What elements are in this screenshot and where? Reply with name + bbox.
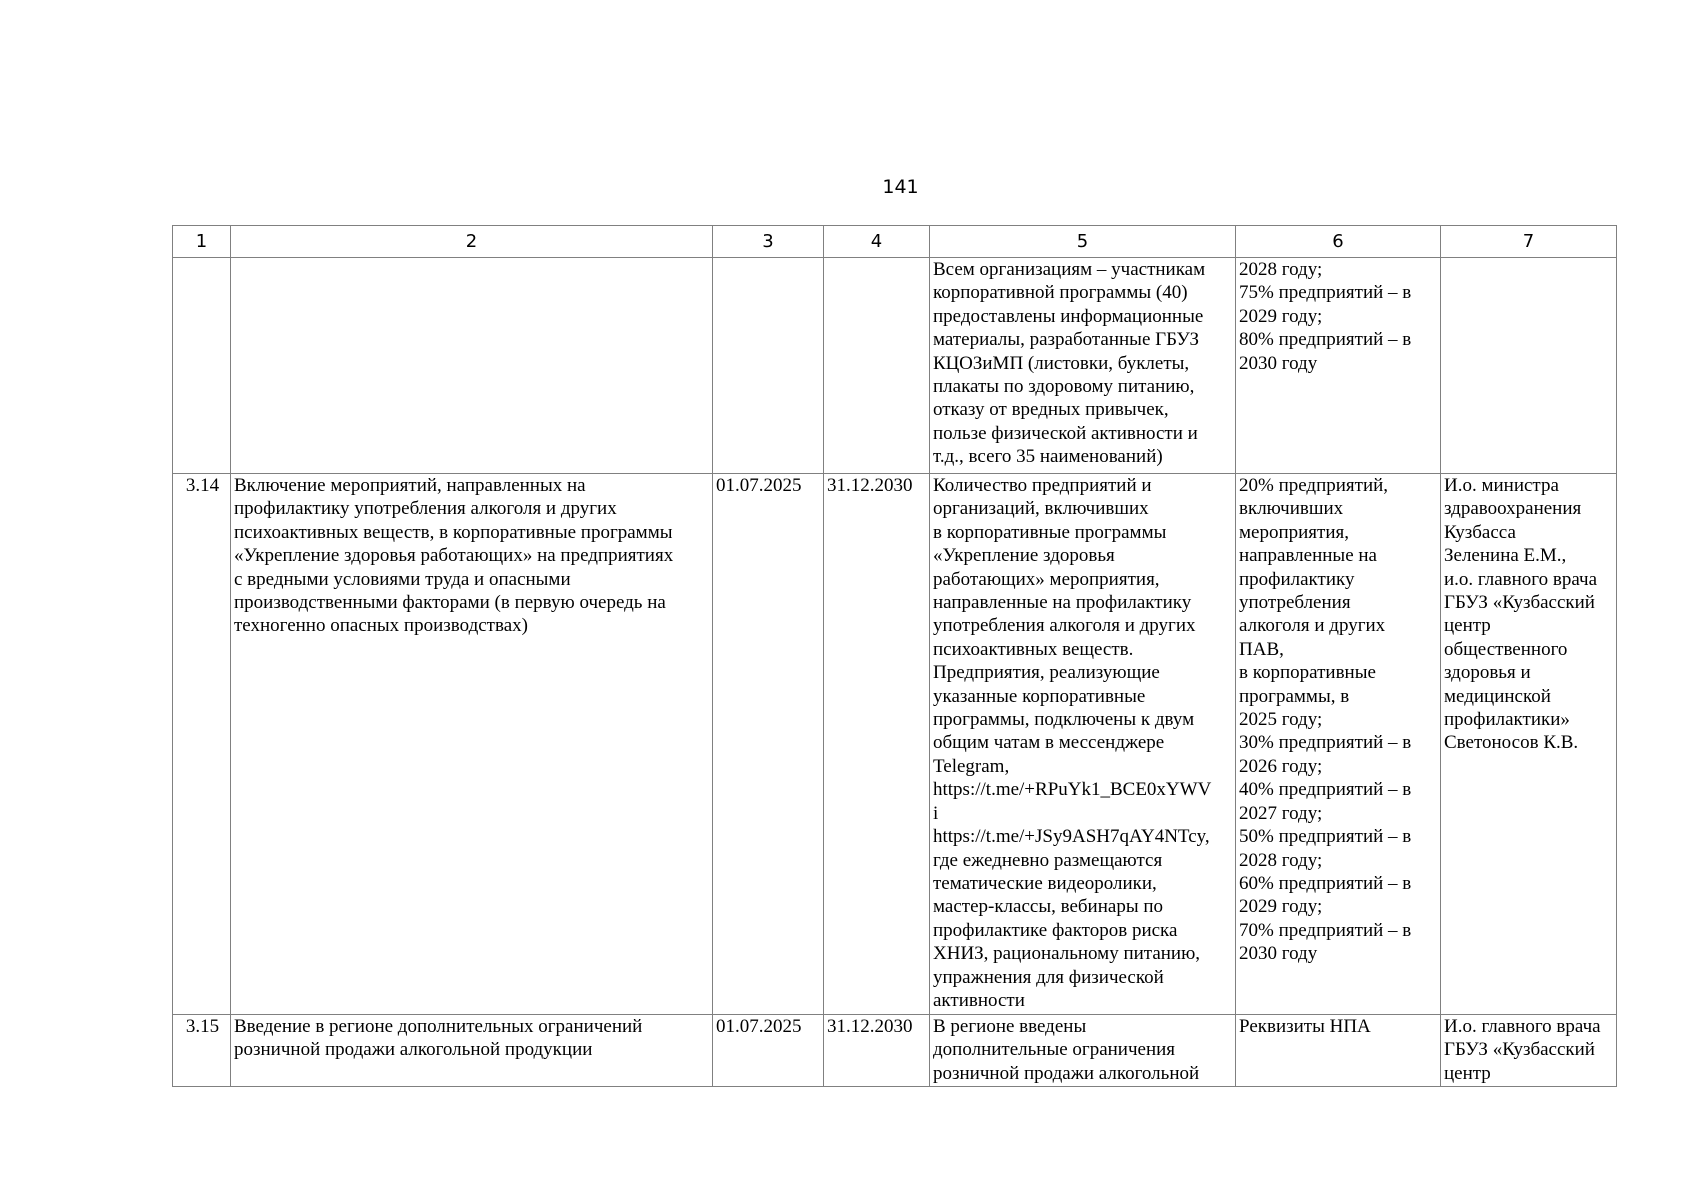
page-number: 141 [882, 176, 919, 198]
start-date-cell: 01.07.2025 [713, 474, 824, 1015]
activity-name-cell [231, 474, 713, 1015]
text-line: профилактике факторов риска [933, 919, 1178, 941]
responsible-cell [1441, 1015, 1617, 1087]
end-date-cell: 31.12.2030 [824, 1015, 930, 1087]
text-line: Количество предприятий и [933, 475, 1152, 496]
text-line: Реквизиты НПА [1239, 1016, 1371, 1037]
text-line: дополнительные ограничения [933, 1039, 1176, 1061]
text-line: КЦОЗиМП (листовки, буклеты, [933, 352, 1190, 374]
text-line: https://t.me/+RPuYk1_BCE0xYWV [933, 779, 1212, 801]
text-line: профилактику [1239, 568, 1355, 590]
text-line: в корпоративные программы [933, 521, 1167, 543]
text-line: 60% предприятий – в [1239, 872, 1412, 894]
text-line: 2028 году; [1239, 849, 1323, 871]
activity-name-cell [231, 258, 713, 474]
table-row [173, 258, 1617, 474]
text-line: общим чатам в мессенджере [933, 732, 1165, 754]
column-header: 5 [930, 226, 1236, 258]
text-line: 20% предприятий, [1239, 475, 1389, 496]
text-line: производственными факторами (в первую очередь на [234, 592, 666, 614]
column-header: 7 [1441, 226, 1617, 258]
text-line: психоактивных веществ, в корпоративные программы [234, 521, 673, 543]
text-line: тематические видеоролики, [933, 872, 1157, 894]
text-line: в корпоративные [1239, 662, 1376, 684]
indicator-cell [1236, 1015, 1441, 1087]
text-line: отказу от вредных привычек, [933, 399, 1169, 421]
text-line: здоровья и [1444, 662, 1531, 684]
text-line: алкоголя и других [1239, 615, 1386, 637]
text-line: 2028 году; [1239, 259, 1323, 280]
text-line: https://t.me/+JSy9ASH7qAY4NTcy, [933, 826, 1210, 848]
text-line: корпоративной программы (40) [933, 282, 1188, 304]
text-line: И.о. главного врача [1444, 1016, 1601, 1037]
text-line: работающих» мероприятия, [933, 568, 1160, 590]
activity-name-cell [231, 1015, 713, 1087]
responsible-cell [1441, 258, 1617, 474]
text-line: медицинской [1444, 685, 1551, 707]
result-cell [930, 1015, 1236, 1087]
start-date-cell: 01.07.2025 [713, 1015, 824, 1087]
text-line: т.д., всего 35 наименований) [933, 446, 1163, 468]
text-line: плакаты по здоровому питанию, [933, 376, 1195, 398]
item-number-cell [173, 258, 231, 474]
result-cell [930, 258, 1236, 474]
start-date-cell [713, 258, 824, 474]
text-line: общественного [1444, 638, 1568, 660]
text-line: употребления алкоголя и других [933, 615, 1196, 637]
column-header: 6 [1236, 226, 1441, 258]
text-line: пользе физической активности и [933, 422, 1198, 444]
text-line: организаций, включивших [933, 498, 1149, 520]
text-line: 2026 году; [1239, 755, 1323, 777]
text-line: программы, в [1239, 685, 1350, 707]
text-line: с вредными условиями труда и опасными [234, 568, 571, 590]
text-line: 70% предприятий – в [1239, 919, 1412, 941]
text-line: ГБУЗ «Кузбасский [1444, 592, 1595, 614]
text-line: 2030 году [1239, 352, 1318, 374]
text-line: направленные на [1239, 545, 1377, 567]
text-line: 80% предприятий – в [1239, 329, 1412, 351]
text-line: центр [1444, 1062, 1491, 1084]
text-line: здравоохранения [1444, 498, 1582, 520]
text-line: «Укрепление здоровья [933, 545, 1115, 567]
plan-table [172, 225, 1617, 1087]
text-line: предоставлены информационные [933, 305, 1204, 327]
text-line: Введение в регионе дополнительных ограничений [234, 1016, 643, 1037]
text-line: психоактивных веществ. [933, 638, 1134, 660]
item-number-cell: 3.14 [173, 474, 231, 1015]
text-line: ПАВ, [1239, 638, 1284, 660]
text-line: «Укрепление здоровья работающих» на предприятиях [234, 545, 674, 567]
text-line: И.о. министра [1444, 475, 1559, 496]
responsible-cell [1441, 474, 1617, 1015]
text-line: и.о. главного врача [1444, 568, 1598, 590]
text-line: профилактики» [1444, 709, 1570, 731]
text-line: Включение мероприятий, направленных на [234, 475, 586, 496]
text-line: Telegram, [933, 755, 1010, 777]
text-line: Зеленина Е.М., [1444, 545, 1567, 567]
text-line: где ежедневно размещаются [933, 849, 1163, 871]
text-line: ГБУЗ «Кузбасский [1444, 1039, 1595, 1061]
indicator-cell [1236, 258, 1441, 474]
text-line: активности [933, 989, 1025, 1011]
text-line: техногенно опасных производствах) [234, 615, 528, 637]
text-line: розничной продажи алкогольной продукции [234, 1039, 593, 1061]
text-line: упражнения для физической [933, 966, 1164, 988]
text-line: мероприятия, [1239, 521, 1349, 543]
text-line: 2025 году; [1239, 709, 1323, 731]
text-line: Кузбасса [1444, 521, 1516, 543]
header-row [173, 226, 1617, 258]
text-line: материалы, разработанные ГБУЗ [933, 329, 1200, 351]
end-date-cell: 31.12.2030 [824, 474, 930, 1015]
text-line: 2027 году; [1239, 802, 1323, 824]
column-header: 1 [173, 226, 231, 258]
text-line: 2030 году [1239, 943, 1318, 965]
text-line: 2029 году; [1239, 896, 1323, 918]
table-row [173, 474, 1617, 1015]
text-line: центр [1444, 615, 1491, 637]
indicator-cell [1236, 474, 1441, 1015]
text-line: Светоносов К.В. [1444, 732, 1579, 754]
text-line: включивших [1239, 498, 1344, 520]
text-line: В регионе введены [933, 1016, 1087, 1037]
text-line: 40% предприятий – в [1239, 779, 1412, 801]
text-line: 50% предприятий – в [1239, 826, 1412, 848]
text-line: Предприятия, реализующие [933, 662, 1160, 684]
item-number-cell: 3.15 [173, 1015, 231, 1087]
column-header: 2 [231, 226, 713, 258]
text-line: 75% предприятий – в [1239, 282, 1412, 304]
text-line: указанные корпоративные [933, 685, 1146, 707]
text-line: употребления [1239, 592, 1351, 614]
column-header: 4 [824, 226, 930, 258]
text-line: розничной продажи алкогольной [933, 1062, 1200, 1084]
text-line: ХНИЗ, рациональному питанию, [933, 943, 1201, 965]
text-line: Всем организациям – участникам [933, 259, 1206, 280]
end-date-cell [824, 258, 930, 474]
text-line: профилактику употребления алкоголя и других [234, 498, 617, 520]
column-header: 3 [713, 226, 824, 258]
text-line: мастер-классы, вебинары по [933, 896, 1164, 918]
text-line: 2029 году; [1239, 305, 1323, 327]
table-row [173, 1015, 1617, 1087]
text-line: направленные на профилактику [933, 592, 1192, 614]
result-cell [930, 474, 1236, 1015]
text-line: i [933, 802, 939, 824]
text-line: программы, подключены к двум [933, 709, 1195, 731]
text-line: 30% предприятий – в [1239, 732, 1412, 754]
